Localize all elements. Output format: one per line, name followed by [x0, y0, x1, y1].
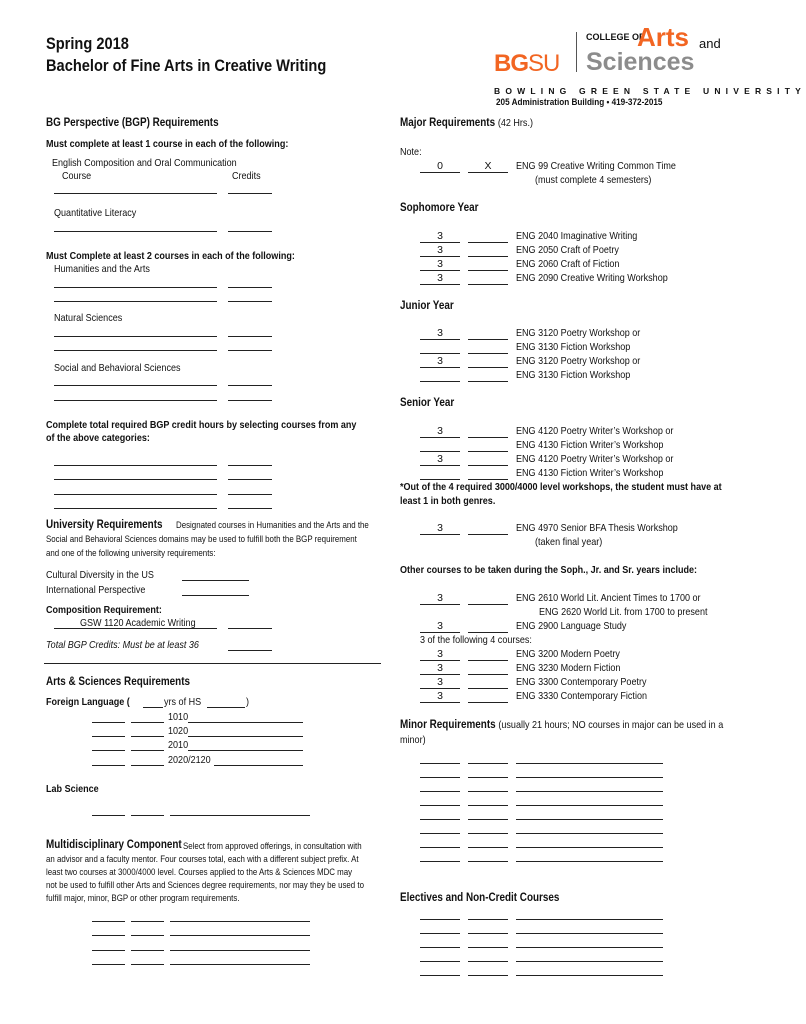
junior-credits-line[interactable] — [420, 353, 460, 354]
logo-arts: Arts — [637, 22, 690, 52]
other-1-grade-line[interactable] — [468, 604, 508, 605]
english-credits-line[interactable] — [228, 193, 272, 194]
lang-2010-line-c[interactable] — [188, 750, 303, 751]
junior-course: ENG 3130 Fiction Workshop — [516, 369, 631, 381]
multi-line-3c[interactable] — [170, 950, 310, 951]
four-course: ENG 3300 Contemporary Poetry — [516, 676, 647, 688]
multi-line-4c[interactable] — [170, 964, 310, 965]
complete-total-text-1: Complete total required BGP credit hours by selecting courses from any — [46, 419, 357, 431]
minor-course-line[interactable] — [516, 833, 663, 834]
minor-credits-line[interactable] — [420, 805, 460, 806]
other-1-credits: 3 — [437, 592, 443, 604]
quant-label: Quantitative Literacy — [54, 207, 137, 219]
social-credits-line-2[interactable] — [228, 400, 272, 401]
natural-course-line-2[interactable] — [54, 350, 217, 351]
course-label: Course — [62, 170, 92, 182]
out-of-text-1: *Out of the 4 required 3000/4000 level workshops, the student must have at — [400, 481, 722, 493]
logo-sciences: Sciences — [586, 48, 695, 76]
senior-credits-line[interactable] — [420, 479, 460, 480]
senior-grade-line[interactable] — [468, 437, 508, 438]
social-course-line-1[interactable] — [54, 385, 217, 386]
minor-heading-text: Minor Requirements — [400, 719, 496, 731]
senior-grade-line[interactable] — [468, 479, 508, 480]
page-title-program: Bachelor of Fine Arts in Creative Writing — [46, 56, 327, 75]
lang-2020: 2020/2120 — [168, 754, 211, 766]
lang-1010-line-a[interactable] — [92, 722, 125, 723]
natural-credits-line-1[interactable] — [228, 336, 272, 337]
four-grade-line[interactable] — [468, 674, 508, 675]
soph-credits: 3 — [437, 258, 443, 270]
four-grade-line[interactable] — [468, 660, 508, 661]
junior-course: ENG 3120 Poetry Workshop or — [516, 355, 641, 367]
note-label: Note: — [400, 146, 422, 158]
foreign-lang-label: Foreign Language ( — [46, 696, 130, 708]
junior-heading: Junior Year — [400, 300, 454, 312]
soph-grade-line[interactable] — [468, 284, 508, 285]
logo-divider — [576, 32, 577, 72]
minor-grade-line[interactable] — [468, 833, 508, 834]
multi-line-1a[interactable] — [92, 921, 125, 922]
soph-course: ENG 2040 Imaginative Writing — [516, 230, 638, 242]
junior-grade-line[interactable] — [468, 367, 508, 368]
minor-heading — [400, 719, 723, 732]
junior-credits-line[interactable] — [420, 367, 460, 368]
note-x: X — [484, 160, 492, 172]
minor-credits-line[interactable] — [420, 791, 460, 792]
soph-credits: 3 — [437, 244, 443, 256]
four-grade-line[interactable] — [468, 688, 508, 689]
soph-credits-line[interactable] — [420, 270, 460, 271]
international-line[interactable] — [182, 595, 249, 596]
natural-course-line-1[interactable] — [54, 336, 217, 337]
logo-and: and — [699, 36, 721, 51]
lang-1020-line-b[interactable] — [131, 736, 164, 737]
electives-heading: Electives and Non-Credit Courses — [400, 892, 560, 904]
senior-course: ENG 4130 Fiction Writer’s Workshop — [516, 467, 664, 479]
quant-credits-line[interactable] — [228, 231, 272, 232]
four-course: ENG 3230 Modern Fiction — [516, 662, 621, 674]
elective-course-line[interactable] — [516, 975, 663, 976]
english-comp-label: English Composition and Oral Communication — [52, 157, 237, 169]
lang-1010-line-c[interactable] — [188, 722, 303, 723]
soph-credits: 3 — [437, 230, 443, 242]
thesis-credits-line[interactable] — [420, 534, 460, 535]
elective-course-line[interactable] — [516, 933, 663, 934]
soph-course: ENG 2060 Craft of Fiction — [516, 258, 620, 270]
minor-course-line[interactable] — [516, 861, 663, 862]
lang-1020-line-c[interactable] — [188, 736, 303, 737]
lang-2010-line-b[interactable] — [131, 750, 164, 751]
as-heading: Arts & Sciences Requirements — [46, 676, 191, 688]
soph-grade-line[interactable] — [468, 270, 508, 271]
cultural-line[interactable] — [182, 580, 249, 581]
multi-text-5: fulfill major, minor, BGP or other program requirements. — [46, 893, 240, 903]
english-course-line[interactable] — [54, 193, 217, 194]
minor-grade-line[interactable] — [468, 819, 508, 820]
multi-line-2b[interactable] — [131, 935, 164, 936]
senior-credits: 3 — [437, 453, 443, 465]
comp-req-label: Composition Requirement: — [46, 604, 162, 616]
soph-grade-line[interactable] — [468, 256, 508, 257]
thesis-credits: 3 — [437, 522, 443, 534]
minor-credits-line[interactable] — [420, 833, 460, 834]
senior-heading: Senior Year — [400, 397, 455, 409]
must-one-text: Must complete at least 1 course in each of the following: — [46, 138, 289, 150]
four-course: ENG 3330 Contemporary Fiction — [516, 690, 648, 702]
note-num: 0 — [437, 160, 443, 172]
total-course-line-1[interactable] — [54, 465, 217, 466]
logo-bgsu — [494, 50, 559, 78]
total-credits-line-1[interactable] — [228, 465, 272, 466]
lang-2010-line-a[interactable] — [92, 750, 125, 751]
humanities-label: Humanities and the Arts — [54, 263, 150, 275]
other-heading: Other courses to be taken during the Soph., Jr. and Sr. years include: — [400, 564, 698, 576]
multi-heading: Multidisciplinary Component — [46, 839, 182, 851]
major-heading — [400, 117, 533, 130]
lang-2020-line-b[interactable] — [131, 765, 164, 766]
lab-line-b[interactable] — [131, 815, 164, 816]
univ-text-2: Social and Behavioral Sciences domains may be used to fulfill both the BGP requirement — [46, 534, 357, 544]
four-credits-line[interactable] — [420, 674, 460, 675]
multi-text-2: an advisor and a faculty mentor. Four courses total, each with a different subject prefix. At — [46, 854, 359, 864]
major-heading-text: Major Requirements — [400, 117, 496, 129]
four-credits-line[interactable] — [420, 702, 460, 703]
elective-credits-line[interactable] — [420, 975, 460, 976]
eng99-label: ENG 99 Creative Writing Common Time — [516, 160, 676, 172]
senior-credits-line[interactable] — [420, 451, 460, 452]
multi-text-4: not be used to fulfill other Arts and Sciences degree requirements, nor may they be used to — [46, 880, 364, 890]
junior-credits: 3 — [437, 355, 443, 367]
elective-credits-line[interactable] — [420, 933, 460, 934]
total-credits-line-4[interactable] — [228, 508, 272, 509]
logo-university: BOWLING GREEN STATE UNIVERSITY — [494, 86, 806, 96]
lang-2020-line-c[interactable] — [214, 765, 303, 766]
other-2-credits: 3 — [437, 620, 443, 632]
elective-credits-line[interactable] — [420, 919, 460, 920]
logo-college-of: COLLEGE OF — [586, 32, 645, 42]
natural-credits-line-2[interactable] — [228, 350, 272, 351]
soph-course: ENG 2050 Craft of Poetry — [516, 244, 619, 256]
other-1-course: ENG 2610 World Lit. Ancient Times to 1700 or — [516, 592, 701, 604]
soph-grade-line[interactable] — [468, 242, 508, 243]
international-label: International Perspective — [46, 584, 146, 596]
minor-credits-line[interactable] — [420, 847, 460, 848]
quant-course-line[interactable] — [54, 231, 217, 232]
univ-text-1: Designated courses in Humanities and the Arts and the — [176, 520, 369, 530]
minor-text-1: (usually 21 hours; NO courses in major can be used in a — [498, 719, 724, 731]
senior-grade-line[interactable] — [468, 465, 508, 466]
multi-line-3a[interactable] — [92, 950, 125, 951]
natural-label: Natural Sciences — [54, 312, 123, 324]
senior-credits: 3 — [437, 425, 443, 437]
four-credits-line[interactable] — [420, 660, 460, 661]
multi-line-3b[interactable] — [131, 950, 164, 951]
page-title-term: Spring 2018 — [46, 34, 129, 53]
section-divider — [44, 663, 381, 664]
humanities-credits-line-1[interactable] — [228, 287, 272, 288]
other-1-credits-line[interactable] — [420, 604, 460, 605]
soph-credits: 3 — [437, 272, 443, 284]
of-following-label: 3 of the following 4 courses: — [420, 634, 532, 646]
elective-grade-line[interactable] — [468, 947, 508, 948]
junior-credits-line[interactable] — [420, 339, 460, 340]
soph-credits-line[interactable] — [420, 256, 460, 257]
four-credits-line[interactable] — [420, 688, 460, 689]
junior-grade-line[interactable] — [468, 353, 508, 354]
elective-credits-line[interactable] — [420, 961, 460, 962]
multi-text-1: Select from approved offerings, in consultation with — [183, 841, 362, 851]
total-credits-line-2[interactable] — [228, 479, 272, 480]
soph-heading: Sophomore Year — [400, 202, 479, 214]
credits-label: Credits — [232, 170, 261, 182]
other-2-credits-line[interactable] — [420, 632, 460, 633]
total-bgp-label: Total BGP Credits: Must be at least 36 — [46, 639, 199, 651]
junior-grade-line[interactable] — [468, 339, 508, 340]
junior-course: ENG 3130 Fiction Workshop — [516, 341, 631, 353]
soph-credits-line[interactable] — [420, 242, 460, 243]
bgp-heading: BG Perspective (BGP) Requirements — [46, 117, 219, 129]
multi-line-1b[interactable] — [131, 921, 164, 922]
elective-grade-line[interactable] — [468, 961, 508, 962]
address: 205 Administration Building • 419-372-2015 — [496, 97, 663, 108]
minor-course-line[interactable] — [516, 763, 663, 764]
soph-course: ENG 2090 Creative Writing Workshop — [516, 272, 668, 284]
elective-grade-line[interactable] — [468, 975, 508, 976]
elective-credits-line[interactable] — [420, 947, 460, 948]
logo-bg: BG — [494, 50, 528, 77]
total-course-line-3[interactable] — [54, 494, 217, 495]
total-course-line-2[interactable] — [54, 479, 217, 480]
elective-course-line[interactable] — [516, 919, 663, 920]
four-grade-line[interactable] — [468, 702, 508, 703]
four-credits: 3 — [437, 690, 443, 702]
minor-course-line[interactable] — [516, 819, 663, 820]
complete-total-text-2: of the above categories: — [46, 432, 150, 444]
minor-grade-line[interactable] — [468, 861, 508, 862]
social-credits-line-1[interactable] — [228, 385, 272, 386]
four-credits: 3 — [437, 648, 443, 660]
elective-course-line[interactable] — [516, 961, 663, 962]
minor-grade-line[interactable] — [468, 791, 508, 792]
gsw-line[interactable] — [54, 628, 217, 629]
other-1b-course: ENG 2620 World Lit. from 1700 to present — [539, 606, 708, 618]
lab-science-label: Lab Science — [46, 783, 99, 795]
thesis-sub: (taken final year) — [535, 536, 603, 548]
note-x-line[interactable] — [468, 172, 508, 173]
yrs-hs-line[interactable] — [143, 707, 163, 708]
yrs-hs-label: yrs of HS — [164, 696, 202, 708]
total-course-line-4[interactable] — [54, 508, 217, 509]
minor-credits-line[interactable] — [420, 763, 460, 764]
senior-credits-line[interactable] — [420, 465, 460, 466]
minor-course-line[interactable] — [516, 791, 663, 792]
multi-line-2a[interactable] — [92, 935, 125, 936]
junior-credits-line[interactable] — [420, 381, 460, 382]
major-hrs: (42 Hrs.) — [497, 117, 533, 129]
lab-line-c[interactable] — [170, 815, 310, 816]
lang-1010: 1010 — [168, 711, 189, 723]
cultural-label: Cultural Diversity in the US — [46, 569, 154, 581]
social-label: Social and Behavioral Sciences — [54, 362, 181, 374]
senior-grade-line[interactable] — [468, 451, 508, 452]
minor-credits-line[interactable] — [420, 861, 460, 862]
lang-2010: 2010 — [168, 739, 189, 751]
senior-course: ENG 4120 Poetry Writer’s Workshop or — [516, 453, 674, 465]
minor-course-line[interactable] — [516, 847, 663, 848]
lang-2020-line-a[interactable] — [92, 765, 125, 766]
total-bgp-line[interactable] — [228, 650, 272, 651]
univ-text-3: and one of the following university requirements: — [46, 548, 216, 558]
minor-credits-line[interactable] — [420, 777, 460, 778]
humanities-credits-line-2[interactable] — [228, 301, 272, 302]
lang-1020: 1020 — [168, 725, 189, 737]
junior-grade-line[interactable] — [468, 381, 508, 382]
multi-line-4b[interactable] — [131, 964, 164, 965]
note-num-line[interactable] — [420, 172, 460, 173]
minor-credits-line[interactable] — [420, 819, 460, 820]
minor-grade-line[interactable] — [468, 777, 508, 778]
multi-line-1c[interactable] — [170, 921, 310, 922]
minor-text-2: minor) — [400, 734, 426, 746]
out-of-text-2: least 1 in both genres. — [400, 495, 496, 507]
senior-course: ENG 4130 Fiction Writer’s Workshop — [516, 439, 664, 451]
eng99-sub: (must complete 4 semesters) — [535, 174, 652, 186]
must-two-text: Must Complete at least 2 courses in each of the following: — [46, 250, 295, 262]
humanities-course-line-2[interactable] — [54, 301, 217, 302]
thesis-course: ENG 4970 Senior BFA Thesis Workshop — [516, 522, 678, 534]
elective-grade-line[interactable] — [468, 933, 508, 934]
humanities-course-line-1[interactable] — [54, 287, 217, 288]
minor-course-line[interactable] — [516, 777, 663, 778]
hs-line[interactable] — [207, 707, 245, 708]
multi-text-3: least two courses at 3000/4000 level. Courses applied to the Arts & Sciences MDC may — [46, 867, 353, 877]
junior-course: ENG 3120 Poetry Workshop or — [516, 327, 641, 339]
senior-course: ENG 4120 Poetry Writer’s Workshop or — [516, 425, 674, 437]
other-2-course: ENG 2900 Language Study — [516, 620, 627, 632]
elective-grade-line[interactable] — [468, 919, 508, 920]
multi-line-2c[interactable] — [170, 935, 310, 936]
logo-su: SU — [528, 50, 560, 77]
minor-grade-line[interactable] — [468, 763, 508, 764]
social-course-line-2[interactable] — [54, 400, 217, 401]
thesis-grade-line[interactable] — [468, 534, 508, 535]
soph-credits-line[interactable] — [420, 284, 460, 285]
gsw-credits-line[interactable] — [228, 628, 272, 629]
total-credits-line-3[interactable] — [228, 494, 272, 495]
four-course: ENG 3200 Modern Poetry — [516, 648, 620, 660]
gsw-label: GSW 1120 Academic Writing — [80, 617, 196, 629]
minor-course-line[interactable] — [516, 805, 663, 806]
elective-course-line[interactable] — [516, 947, 663, 948]
minor-grade-line[interactable] — [468, 805, 508, 806]
junior-credits: 3 — [437, 327, 443, 339]
four-credits: 3 — [437, 662, 443, 674]
univ-heading: University Requirements — [46, 519, 163, 531]
minor-grade-line[interactable] — [468, 847, 508, 848]
other-2-grade-line[interactable] — [468, 632, 508, 633]
multi-line-4a[interactable] — [92, 964, 125, 965]
close-paren: ) — [246, 696, 250, 708]
lang-1020-line-a[interactable] — [92, 736, 125, 737]
four-credits: 3 — [437, 676, 443, 688]
senior-credits-line[interactable] — [420, 437, 460, 438]
lab-line-a[interactable] — [92, 815, 125, 816]
lang-1010-line-b[interactable] — [131, 722, 164, 723]
